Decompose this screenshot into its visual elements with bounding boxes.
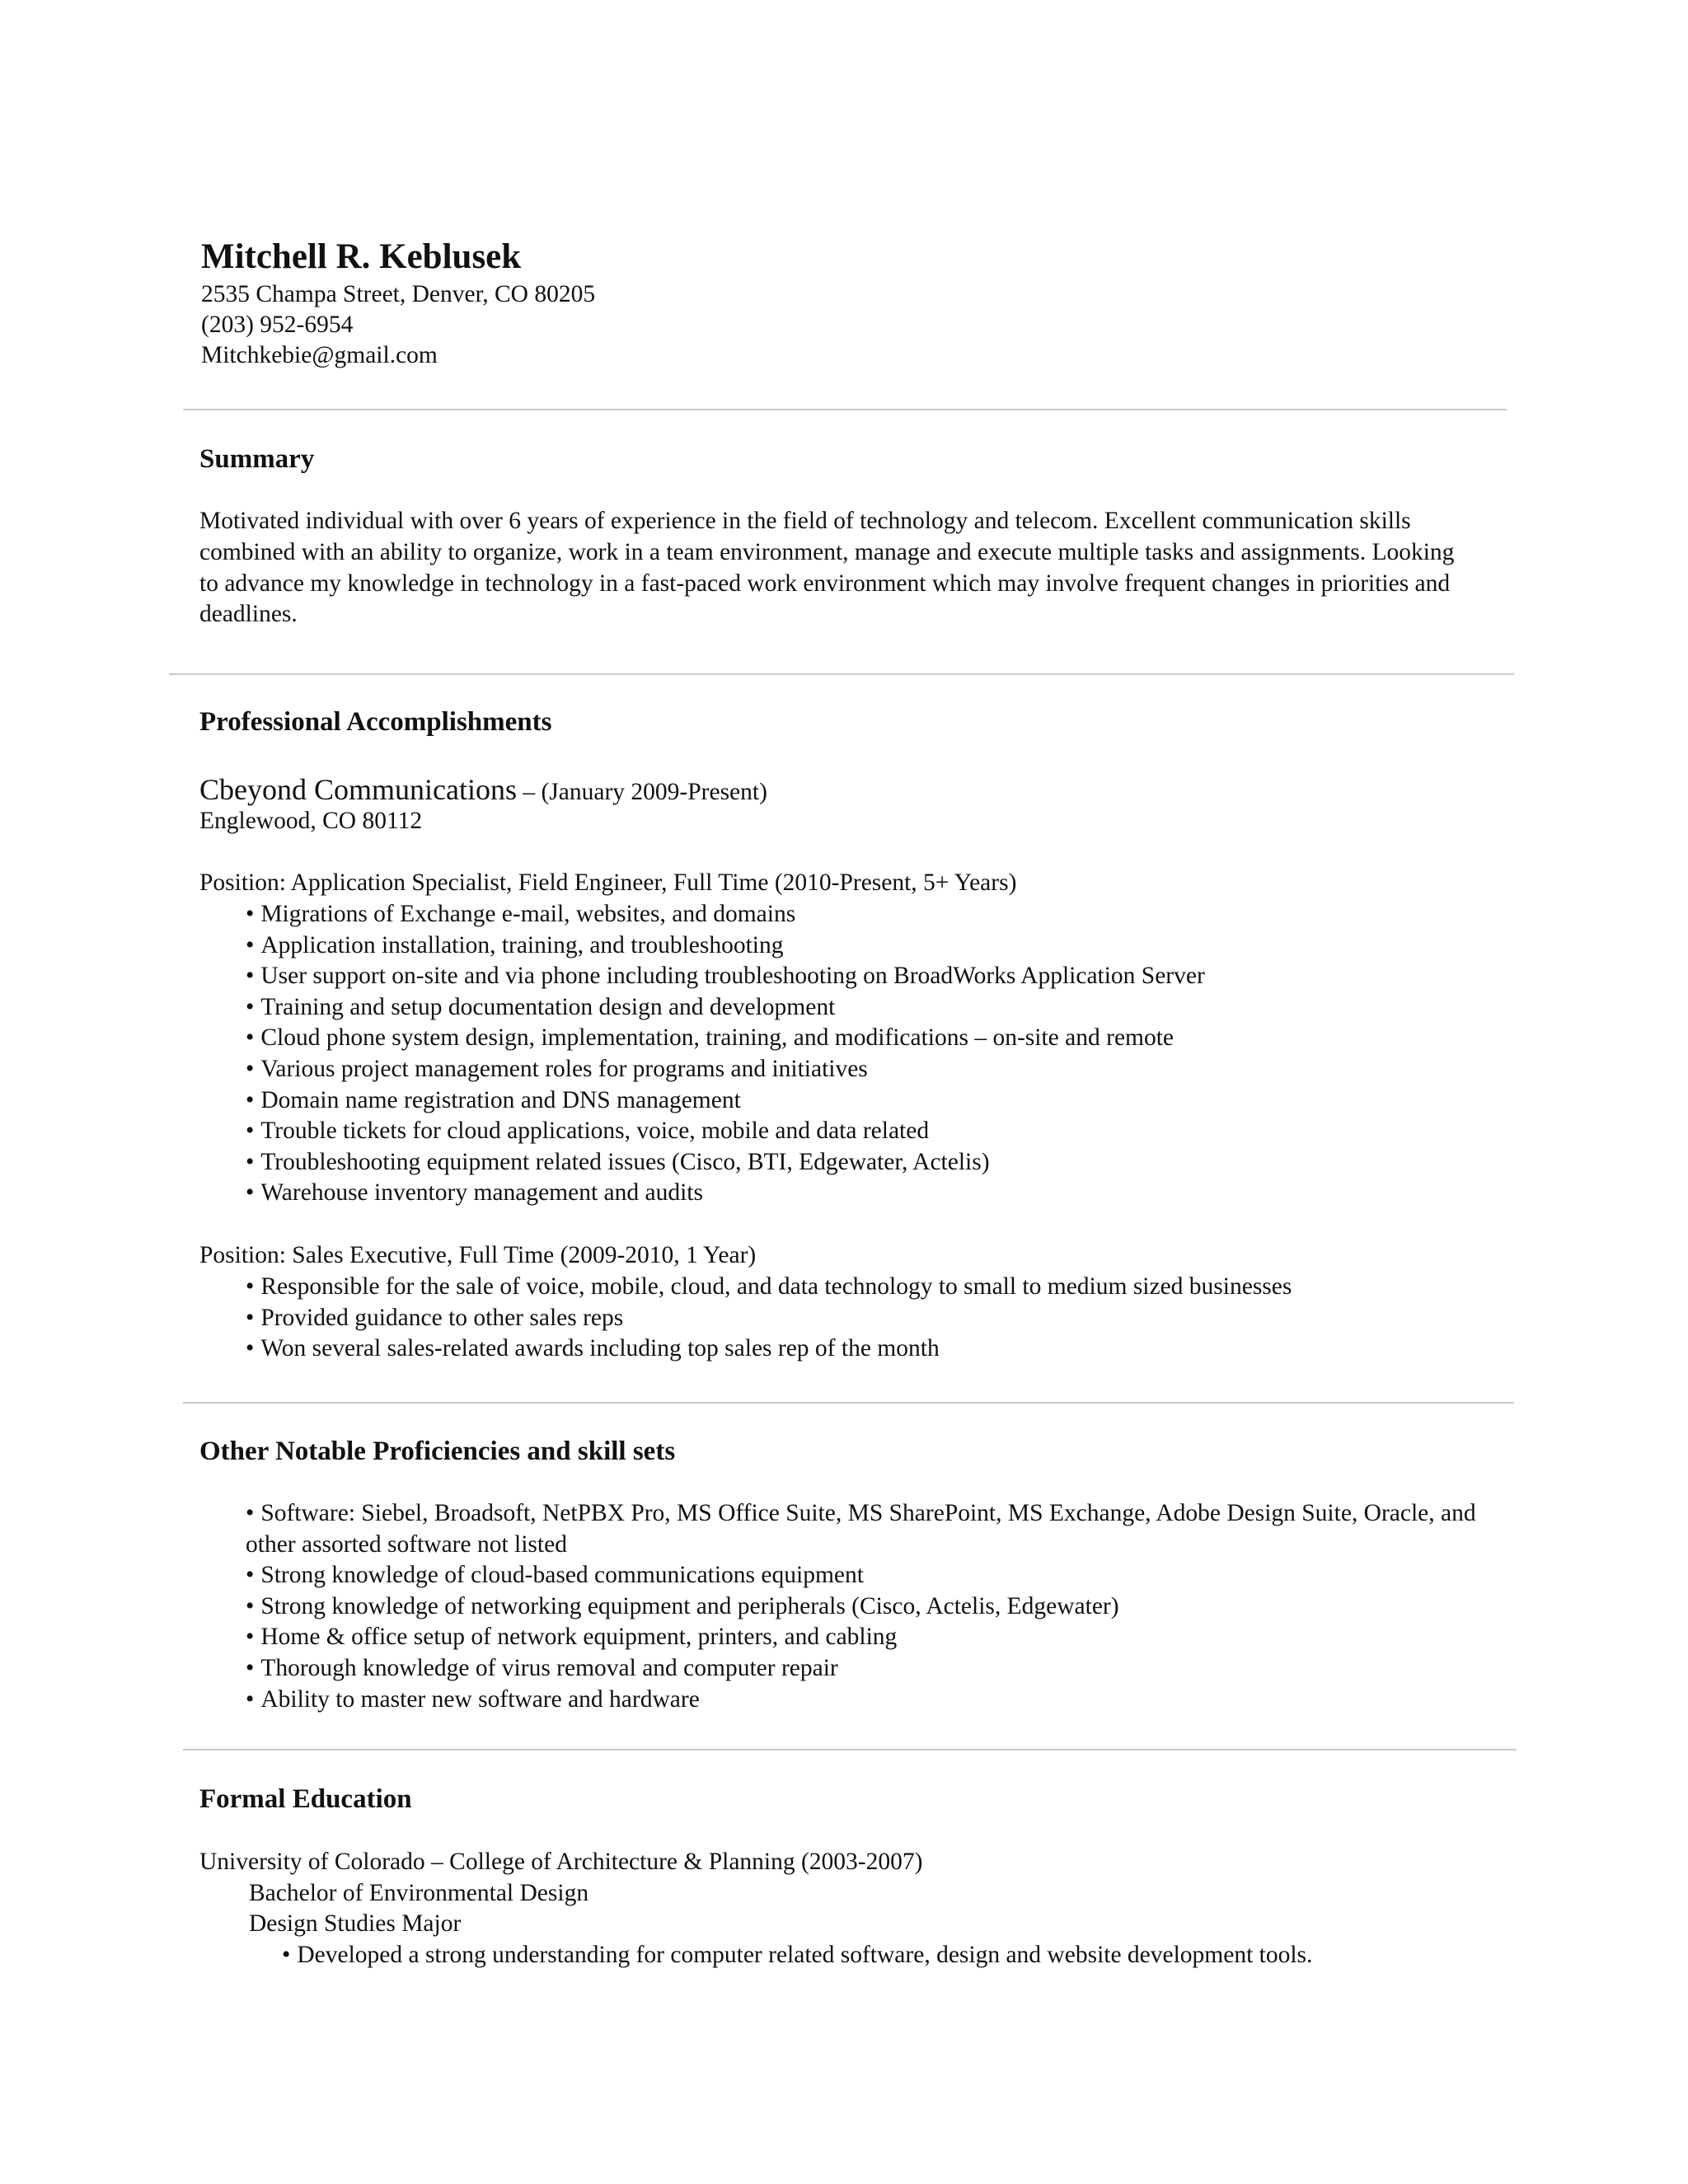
bullet-marker: • <box>246 1055 255 1082</box>
section-divider <box>169 673 1514 675</box>
bullet-text: Provided guidance to other sales reps <box>260 1304 624 1331</box>
bullet-marker: • <box>246 1304 255 1331</box>
bullet-item <box>246 1685 1498 1716</box>
bullet-text: Ability to master new software and hardware <box>260 1685 700 1713</box>
bullet-item <box>246 930 1205 962</box>
bullet-item <box>246 1116 1205 1147</box>
summary-heading: Summary <box>199 444 315 474</box>
bullet-text: Developed a strong understanding for computer related software, design and website development tools. <box>297 1942 1313 1968</box>
bullet-text: Home & office setup of network equipment, printers, and cabling <box>260 1624 898 1651</box>
education-heading: Formal Education <box>199 1784 412 1814</box>
company-location: Englewood, CO 80112 <box>199 808 423 834</box>
bullet-text: User support on-site and via phone including troubleshooting on BroadWorks Application Server <box>260 963 1205 990</box>
position-title: Position: Application Specialist, Field Engineer, Full Time (2010-Present, 5+ Years) <box>199 869 1017 896</box>
bullet-item <box>246 1333 1292 1365</box>
bullet-marker: • <box>282 1942 291 1968</box>
bullet-text: Thorough knowledge of virus removal and computer repair <box>260 1654 838 1681</box>
bullet-text: Strong knowledge of cloud-based communications equipment <box>260 1562 864 1589</box>
phone: (203) 952-6954 <box>201 312 354 338</box>
bullet-marker: • <box>246 1562 255 1589</box>
resume-name: Mitchell R. Keblusek <box>201 237 522 276</box>
bullet-text: Warehouse inventory management and audits <box>260 1179 703 1207</box>
bullet-marker: • <box>246 931 255 958</box>
bullet-item <box>246 899 1205 930</box>
bullet-item <box>246 1147 1205 1179</box>
bullet-item <box>246 1023 1205 1054</box>
bullet-marker: • <box>246 1179 255 1207</box>
bullet-marker: • <box>246 1654 255 1681</box>
position-2-bullets <box>246 1272 1292 1365</box>
bullet-text: Troubleshooting equipment related issues (Cisco, BTI, Edgewater, Actelis) <box>260 1148 990 1175</box>
bullet-item <box>246 961 1205 992</box>
proficiencies-bullets <box>246 1498 1498 1715</box>
bullet-text: Software: Siebel, Broadsoft, NetPBX Pro, MS Office Suite, MS SharePoint, MS Exchange, Adobe Design Suite, Oracle, and other assorted software not listed <box>246 1500 1476 1558</box>
bullet-item <box>246 1622 1498 1653</box>
section-divider <box>183 409 1507 410</box>
education-degree: Bachelor of Environmental Design <box>249 1880 589 1906</box>
bullet-marker: • <box>246 1500 255 1526</box>
bullet-marker: • <box>246 963 255 990</box>
bullet-marker: • <box>246 1148 255 1175</box>
bullet-marker: • <box>246 1624 255 1651</box>
section-divider <box>183 1402 1514 1404</box>
education-bullets <box>282 1940 1312 1971</box>
bullet-item <box>246 1178 1205 1209</box>
education-school: University of Colorado – College of Architecture & Planning (2003-2007) <box>199 1849 923 1875</box>
bullet-text: Won several sales-related awards including top sales rep of the month <box>260 1335 940 1362</box>
company-line <box>199 771 767 811</box>
bullet-marker: • <box>246 1024 255 1052</box>
bullet-item <box>246 1498 1498 1560</box>
bullet-text: Responsible for the sale of voice, mobile, cloud, and data technology to small to medium sized businesses <box>260 1273 1292 1300</box>
section-divider <box>183 1749 1517 1750</box>
bullet-marker: • <box>246 1086 255 1113</box>
bullet-marker: • <box>246 1335 255 1362</box>
company-name: Cbeyond Communications <box>199 773 517 806</box>
company-separator: – <box>516 779 542 805</box>
address: 2535 Champa Street, Denver, CO 80205 <box>201 281 596 307</box>
bullet-marker: • <box>246 1273 255 1300</box>
bullet-text: Application installation, training, and troubleshooting <box>260 931 784 958</box>
bullet-item <box>246 1303 1292 1334</box>
bullet-text: Cloud phone system design, implementation, training, and modifications – on-site and remote <box>260 1024 1175 1052</box>
education-major: Design Studies Major <box>249 1910 462 1937</box>
bullet-marker: • <box>246 993 255 1020</box>
bullet-item <box>246 1591 1498 1623</box>
bullet-text: Domain name registration and DNS management <box>260 1086 741 1113</box>
bullet-marker: • <box>246 1685 255 1713</box>
bullet-text: Various project management roles for programs and initiatives <box>260 1055 868 1082</box>
bullet-item <box>246 1085 1205 1117</box>
position-title: Position: Sales Executive, Full Time (2009-2010, 1 Year) <box>199 1242 757 1268</box>
bullet-item <box>282 1940 1312 1971</box>
bullet-marker: • <box>246 1118 255 1145</box>
bullet-item <box>246 992 1205 1024</box>
summary-text: Motivated individual with over 6 years of experience in the field of technology and telecom. Excellent communication skills combined with an ability to organize, work in a team environment, manage and execute multiple tasks and assignments. Looking to advance my knowledge in technology in a fast-paced work environment which may involve frequent changes in priorities and deadlines. <box>199 508 1455 628</box>
bullet-item <box>246 1054 1205 1085</box>
accomplishments-heading: Professional Accomplishments <box>199 707 552 737</box>
bullet-marker: • <box>246 1592 255 1619</box>
bullet-item <box>246 1560 1498 1591</box>
bullet-item <box>246 1272 1292 1303</box>
bullet-text: Training and setup documentation design and development <box>260 993 836 1020</box>
bullet-text: Trouble tickets for cloud applications, voice, mobile and data related <box>260 1118 930 1145</box>
position-1-bullets <box>246 899 1205 1209</box>
bullet-text: Strong knowledge of networking equipment and peripherals (Cisco, Actelis, Edgewater) <box>260 1592 1119 1619</box>
bullet-text: Migrations of Exchange e-mail, websites, and domains <box>260 901 796 927</box>
proficiencies-heading: Other Notable Proficiencies and skill sets <box>199 1436 676 1466</box>
email: Mitchkebie@gmail.com <box>201 342 438 368</box>
company-dates: (January 2009-Present) <box>541 779 767 805</box>
bullet-item <box>246 1653 1498 1685</box>
bullet-marker: • <box>246 901 255 927</box>
